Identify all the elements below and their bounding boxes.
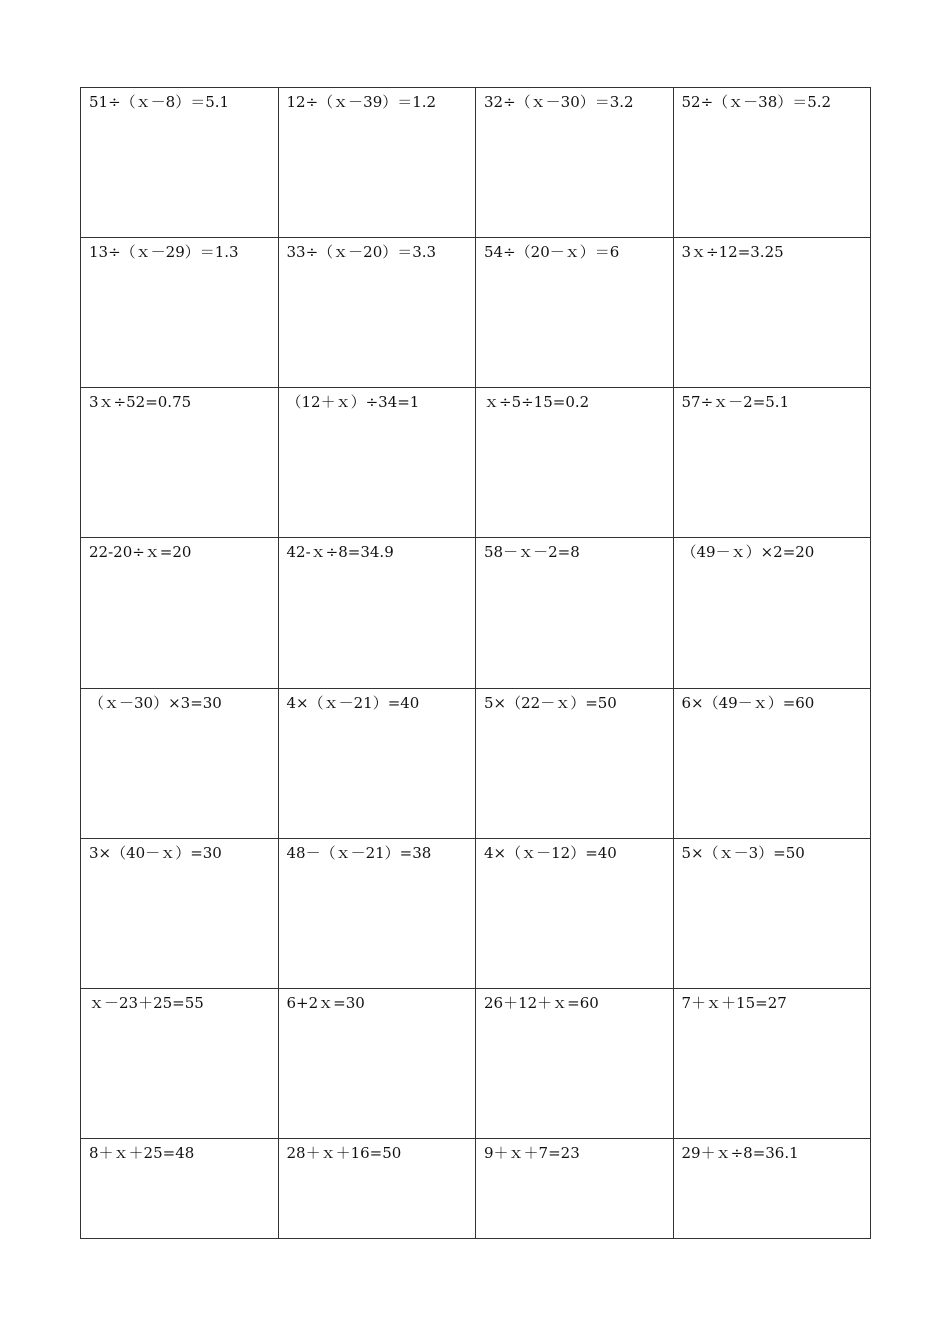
equation-cell: 4×（ｘ－12）=40	[476, 838, 674, 988]
equation-cell: 8＋ｘ＋25=48	[81, 1138, 279, 1238]
table-row	[81, 238, 871, 388]
equation-cell: 29＋ｘ÷8=36.1	[673, 1138, 871, 1238]
equation-cell: 48－（ｘ－21）=38	[278, 838, 476, 988]
equation-cell: 26＋12＋ｘ=60	[476, 988, 674, 1138]
equation-cell: 5×（ｘ－3）=50	[673, 838, 871, 988]
equation-cell: 3ｘ÷52=0.75	[81, 388, 279, 538]
equation-cell: 57÷ｘ－2=5.1	[673, 388, 871, 538]
equation-cell: 12÷（ｘ－39）＝1.2	[278, 88, 476, 238]
equation-cell: 54÷（20－ｘ）＝6	[476, 238, 674, 388]
equation-cell: 42-ｘ÷8=34.9	[278, 538, 476, 688]
equation-cell: （ｘ－30）×3=30	[81, 688, 279, 838]
equation-cell: 58－ｘ－2=8	[476, 538, 674, 688]
equation-cell: 9＋ｘ＋7=23	[476, 1138, 674, 1238]
equation-cell: 4×（ｘ－21）=40	[278, 688, 476, 838]
equation-cell: 3ｘ÷12=3.25	[673, 238, 871, 388]
equation-cell: 13÷（ｘ－29）＝1.3	[81, 238, 279, 388]
equation-cell: 52÷（ｘ－38）＝5.2	[673, 88, 871, 238]
table-row	[81, 688, 871, 838]
equation-cell: ｘ－23＋25=55	[81, 988, 279, 1138]
table-row	[81, 388, 871, 538]
equation-cell: （12＋ｘ）÷34=1	[278, 388, 476, 538]
equation-cell: 28＋ｘ＋16=50	[278, 1138, 476, 1238]
table-row	[81, 88, 871, 238]
equation-cell: 32÷（ｘ－30）＝3.2	[476, 88, 674, 238]
equation-cell: 33÷（ｘ－20）＝3.3	[278, 238, 476, 388]
equation-cell: 5×（22－ｘ）=50	[476, 688, 674, 838]
equation-cell: （49－ｘ）×2=20	[673, 538, 871, 688]
table-row	[81, 838, 871, 988]
equation-cell: 6+2ｘ=30	[278, 988, 476, 1138]
equation-worksheet-table	[80, 87, 871, 1239]
equation-cell: 7＋ｘ＋15=27	[673, 988, 871, 1138]
equation-cell: ｘ÷5÷15=0.2	[476, 388, 674, 538]
equation-cell: 3×（40－ｘ）=30	[81, 838, 279, 988]
equation-cell: 51÷（ｘ－8）＝5.1	[81, 88, 279, 238]
equation-cell: 22-20÷ｘ=20	[81, 538, 279, 688]
table-row	[81, 538, 871, 688]
table-row	[81, 988, 871, 1138]
equation-cell: 6×（49－ｘ）=60	[673, 688, 871, 838]
table-row	[81, 1138, 871, 1238]
